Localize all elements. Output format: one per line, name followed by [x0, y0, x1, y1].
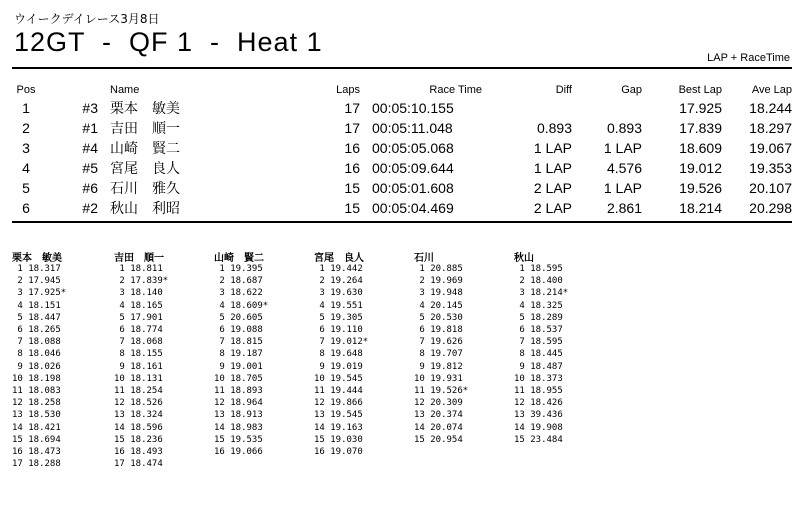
lap-time-entry: 2 19.969	[414, 276, 463, 287]
lap-time-entry: 16 18.493	[114, 447, 163, 458]
lap-time-entry: 8 19.648	[314, 349, 363, 360]
lap-time-entry: 5 20.605	[214, 312, 263, 323]
lap-time-entry: 3 18.214*	[514, 288, 569, 299]
position-cell: 1	[22, 100, 30, 116]
lap-time-entry: 10 18.198	[12, 373, 61, 384]
lap-time-entry: 8 18.445	[514, 349, 563, 360]
gap-cell: 4.576	[606, 160, 642, 176]
lap-time-entry: 8 19.187	[214, 349, 263, 360]
lap-time-entry: 5 18.447	[12, 312, 61, 323]
lap-column-driver-name: 山崎 賢二	[214, 253, 264, 264]
laps-cell: 16	[344, 160, 360, 176]
col-gap: Gap	[621, 84, 642, 96]
lap-time-entry: 9 18.487	[514, 361, 563, 372]
driver-name-cell: 石川 雅久	[110, 180, 180, 196]
lap-time-entry: 10 18.705	[214, 373, 263, 384]
diff-cell: 1 LAP	[533, 160, 572, 176]
lap-time-entry: 12 20.309	[414, 398, 463, 409]
car-number-cell: #2	[82, 200, 98, 216]
lap-time-entry: 6 19.110	[314, 325, 363, 336]
diff-cell: 1 LAP	[533, 140, 572, 156]
diff-cell: 2 LAP	[533, 200, 572, 216]
lap-times-column	[414, 249, 514, 446]
lap-time-entry: 3 17.925*	[12, 288, 67, 299]
lap-times-column	[314, 249, 414, 458]
result-row	[12, 98, 792, 118]
lap-time-entry: 7 18.815	[214, 337, 263, 348]
result-row	[12, 178, 792, 198]
lap-time-entry: 6 18.265	[12, 325, 61, 336]
event-subtitle: ウイークデイレース3月8日	[14, 12, 160, 26]
driver-name-cell: 秋山 利昭	[110, 200, 180, 216]
lap-time-entry: 9 19.001	[214, 361, 263, 372]
lap-time-entry: 2 17.839*	[114, 276, 169, 287]
header-divider	[12, 67, 792, 69]
lap-time-entry: 14 18.983	[214, 422, 263, 433]
position-cell: 2	[22, 120, 30, 136]
page-title: 12GT - QF 1 - Heat 1	[14, 27, 323, 57]
lap-time-entry: 13 19.545	[314, 410, 363, 421]
lap-time-entry: 11 18.955	[514, 386, 563, 397]
lap-time-entry: 9 18.026	[12, 361, 61, 372]
ave-lap-cell: 20.298	[749, 200, 792, 216]
lap-time-entry: 7 19.626	[414, 337, 463, 348]
lap-time-entry: 8 18.155	[114, 349, 163, 360]
race-time-cell: 00:05:05.068	[372, 140, 454, 156]
car-number-cell: #1	[82, 120, 98, 136]
lap-time-entry: 16 18.473	[12, 447, 61, 458]
lap-time-entry: 2 17.945	[12, 276, 61, 287]
lap-time-entry: 8 18.046	[12, 349, 61, 360]
lap-time-entry: 8 19.707	[414, 349, 463, 360]
lap-time-entry: 5 19.305	[314, 312, 363, 323]
lap-time-entry: 1 18.317	[12, 264, 61, 274]
driver-name-cell: 山崎 賢二	[110, 140, 180, 156]
results-header-row	[12, 82, 792, 98]
lap-column-driver-name: 栗本 敏美	[12, 253, 62, 264]
lap-time-entry: 9 19.019	[314, 361, 363, 372]
lap-time-entry: 17 18.288	[12, 459, 61, 470]
race-time-cell: 00:05:01.608	[372, 180, 454, 196]
lap-time-entry: 4 19.551	[314, 300, 363, 311]
col-diff: Diff	[555, 84, 572, 96]
diff-cell	[502, 98, 572, 118]
col-name: Name	[110, 84, 140, 96]
laps-cell: 17	[344, 120, 360, 136]
lap-time-entry: 14 20.074	[414, 422, 463, 433]
lap-time-entry: 1 19.395	[214, 264, 263, 274]
lap-time-entry: 2 19.264	[314, 276, 363, 287]
best-lap-cell: 17.925	[679, 100, 722, 116]
lap-time-entry: 14 19.908	[514, 422, 563, 433]
lap-time-entry: 16 19.066	[214, 447, 263, 458]
lap-time-entry: 5 18.289	[514, 312, 563, 323]
results-body	[12, 98, 792, 218]
lap-time-entry: 11 18.083	[12, 386, 61, 397]
lap-time-entry: 13 20.374	[414, 410, 463, 421]
col-best-lap: Best Lap	[678, 84, 722, 96]
diff-cell: 2 LAP	[533, 180, 572, 196]
gap-cell: 1 LAP	[603, 180, 642, 196]
car-number-cell: #5	[82, 160, 98, 176]
ave-lap-cell: 19.353	[749, 160, 792, 176]
lap-time-entry: 13 39.436	[514, 410, 563, 421]
lap-time-entry: 10 18.131	[114, 373, 163, 384]
lap-time-entry: 3 18.140	[114, 288, 163, 299]
lap-times-column	[12, 249, 112, 470]
lap-time-entry: 4 18.609*	[214, 300, 269, 311]
results-divider	[12, 221, 792, 223]
lap-time-entry: 4 20.145	[414, 300, 463, 311]
lap-time-entry: 4 18.151	[12, 300, 61, 311]
best-lap-cell: 19.526	[679, 180, 722, 196]
laps-cell: 15	[344, 180, 360, 196]
gap-cell	[572, 98, 642, 118]
lap-column-driver-name: 秋山	[514, 253, 534, 264]
best-lap-cell: 17.839	[679, 120, 722, 136]
car-number-cell: #6	[82, 180, 98, 196]
best-lap-cell: 18.609	[679, 140, 722, 156]
race-time-cell: 00:05:04.469	[372, 200, 454, 216]
gap-cell: 1 LAP	[603, 140, 642, 156]
result-row	[12, 118, 792, 138]
race-time-cell: 00:05:09.644	[372, 160, 454, 176]
driver-name-cell: 吉田 順一	[110, 120, 180, 136]
lap-column-driver-name: 石川	[414, 253, 434, 264]
ave-lap-cell: 20.107	[749, 180, 792, 196]
lap-time-entry: 15 23.484	[514, 434, 563, 445]
ave-lap-cell: 18.244	[749, 100, 792, 116]
lap-time-entry: 2 18.400	[514, 276, 563, 287]
driver-name-cell: 宮尾 良人	[110, 160, 180, 176]
lap-time-entry: 11 18.254	[114, 386, 163, 397]
results-table	[12, 82, 792, 218]
lap-time-entry: 9 18.161	[114, 361, 163, 372]
lap-column-driver-name: 宮尾 良人	[314, 253, 364, 264]
laps-cell: 17	[344, 100, 360, 116]
lap-time-entry: 7 18.088	[12, 337, 61, 348]
lap-time-entry: 10 19.545	[314, 373, 363, 384]
lap-time-entry: 5 17.901	[114, 312, 163, 323]
col-number	[40, 82, 98, 98]
lap-time-entry: 7 18.595	[514, 337, 563, 348]
lap-time-entry: 7 19.012*	[314, 337, 369, 348]
lap-time-entry: 1 20.885	[414, 264, 463, 274]
lap-times-column	[214, 249, 314, 458]
lap-time-entry: 15 19.030	[314, 434, 363, 445]
lap-time-entry: 6 19.818	[414, 325, 463, 336]
lap-times-column	[514, 249, 614, 446]
best-lap-cell: 18.214	[679, 200, 722, 216]
lap-time-entry: 5 20.530	[414, 312, 463, 323]
lap-time-entry: 12 18.964	[214, 398, 263, 409]
lap-time-entry: 12 19.866	[314, 398, 363, 409]
lap-time-entry: 9 19.812	[414, 361, 463, 372]
col-race-time: Race Time	[429, 84, 482, 96]
result-row	[12, 158, 792, 178]
col-pos: Pos	[16, 84, 36, 96]
lap-time-entry: 6 18.537	[514, 325, 563, 336]
lap-time-entry: 14 19.163	[314, 422, 363, 433]
lap-time-entry: 1 18.595	[514, 264, 563, 274]
car-number-cell: #4	[82, 140, 98, 156]
lap-time-entry: 2 18.687	[214, 276, 263, 287]
lap-column-driver-name: 吉田 順一	[114, 253, 164, 264]
lap-time-entry: 10 19.931	[414, 373, 463, 384]
lap-time-entry: 10 18.373	[514, 373, 563, 384]
result-row	[12, 198, 792, 218]
position-cell: 5	[22, 180, 30, 196]
lap-time-entry: 3 19.948	[414, 288, 463, 299]
position-cell: 3	[22, 140, 30, 156]
result-row	[12, 138, 792, 158]
report-mode-label: LAP + RaceTime	[707, 52, 790, 64]
col-laps: Laps	[336, 84, 360, 96]
race-time-cell: 00:05:10.155	[372, 100, 454, 116]
ave-lap-cell: 18.297	[749, 120, 792, 136]
lap-time-entry: 15 20.954	[414, 434, 463, 445]
laps-cell: 15	[344, 200, 360, 216]
lap-time-entry: 15 19.535	[214, 434, 263, 445]
lap-time-entry: 13 18.324	[114, 410, 163, 421]
lap-time-entry: 12 18.526	[114, 398, 163, 409]
lap-time-entry: 1 19.442	[314, 264, 363, 274]
diff-cell: 0.893	[536, 120, 572, 136]
lap-time-entry: 1 18.811	[114, 264, 163, 274]
gap-cell: 0.893	[606, 120, 642, 136]
position-cell: 6	[22, 200, 30, 216]
lap-time-entry: 11 18.893	[214, 386, 263, 397]
lap-time-entry: 3 18.622	[214, 288, 263, 299]
lap-time-entry: 13 18.913	[214, 410, 263, 421]
lap-time-entry: 13 18.530	[12, 410, 61, 421]
lap-time-entry: 14 18.421	[12, 422, 61, 433]
driver-name-cell: 栗本 敏美	[110, 100, 180, 116]
lap-time-entry: 16 19.070	[314, 447, 363, 458]
col-ave-lap: Ave Lap	[751, 84, 792, 96]
lap-time-entry: 6 19.088	[214, 325, 263, 336]
laps-cell: 16	[344, 140, 360, 156]
car-number-cell: #3	[82, 100, 98, 116]
lap-time-entry: 15 18.236	[114, 434, 163, 445]
lap-times-column	[114, 249, 214, 470]
best-lap-cell: 19.012	[679, 160, 722, 176]
lap-time-entry: 4 18.165	[114, 300, 163, 311]
lap-time-entry: 4 18.325	[514, 300, 563, 311]
lap-time-entry: 6 18.774	[114, 325, 163, 336]
lap-time-entry: 11 19.444	[314, 386, 363, 397]
lap-time-entry: 14 18.596	[114, 422, 163, 433]
lap-time-entry: 15 18.694	[12, 434, 61, 445]
gap-cell: 2.861	[606, 200, 642, 216]
ave-lap-cell: 19.067	[749, 140, 792, 156]
lap-time-entry: 3 19.630	[314, 288, 363, 299]
position-cell: 4	[22, 160, 30, 176]
race-time-cell: 00:05:11.048	[372, 120, 453, 136]
lap-time-entry: 12 18.258	[12, 398, 61, 409]
lap-time-entry: 12 18.426	[514, 398, 563, 409]
lap-time-entry: 11 19.526*	[414, 386, 469, 397]
lap-time-entry: 7 18.068	[114, 337, 163, 348]
lap-time-entry: 17 18.474	[114, 459, 163, 470]
